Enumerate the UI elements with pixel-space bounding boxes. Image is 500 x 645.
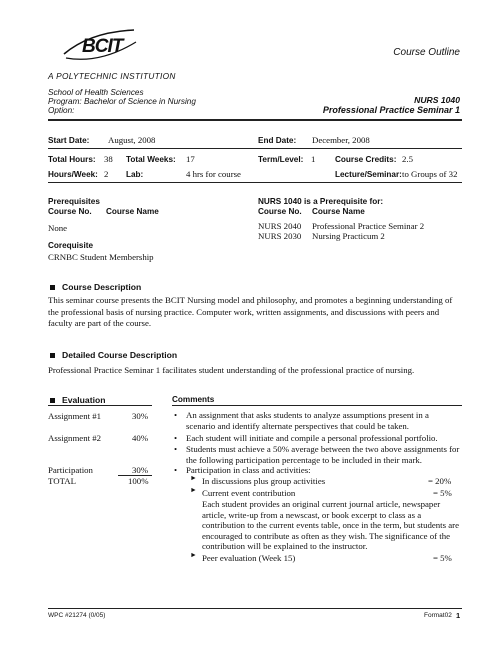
prereq-for-no-2: NURS 2030 [258,231,302,241]
course-description-text: This seminar course presents the BCIT Nursing model and philosophy, and promotes a beginning understanding of the professional basis of nursing practice. Computer work, written assignments, and discussions with peers and faculty are part of the course. [48,295,453,328]
document-type: Course Outline [393,47,460,58]
prereq-for-no-1: NURS 2040 [258,221,302,231]
sub-item-label: In discussions plus group activities [202,476,326,486]
prerequisites-title: Prerequisites [48,197,100,206]
term-value: 1 [311,154,316,164]
sub-item-pct: = 5% [433,553,452,563]
sub-item-label: Peer evaluation (Week 15) [202,553,296,563]
comment-bullet-icon: • [174,444,178,454]
lab-label: Lab: [126,170,144,179]
total-hours-value: 38 [104,154,113,164]
total-hours-label: Total Hours: [48,155,96,164]
course-title: Professional Practice Seminar 1 [322,105,460,115]
start-date-value: August, 2008 [108,135,156,145]
corequisite-title: Corequisite [48,241,94,250]
prereq-for-col-no: Course No. [258,207,302,216]
course-code: NURS 1040 [414,95,460,105]
comment-item: Each student will initiate and compile a personal professional portfolio. [186,433,438,443]
detailed-description-title: Detailed Course Description [62,350,178,360]
term-label: Term/Level: [258,155,304,164]
sub-item-pct: = 20% [428,476,452,486]
option-label: Option: [48,106,75,115]
program-name: Program: Bachelor of Science in Nursing [48,97,196,106]
sub-item-note: Each student provides an original current journal article, newspaper article, write-up from a newscast, or book excerpt to class as a contribution to the current events table, once in the term, but students are encouraged to contribute as often as they wish. The significance of the contribution will be explained to the instructor. [202,499,459,552]
arrow-bullet-icon: ► [190,475,197,482]
evaluation-title: Evaluation [62,395,106,405]
comment-bullet-icon: • [174,410,178,420]
prereq-for-name-2: Nursing Practicum 2 [312,231,385,241]
credits-value: 2.5 [402,154,413,164]
comment-bullet-icon: • [174,465,178,475]
details-bottom-rule [48,182,462,183]
details-rule [48,148,462,149]
footer-rule [48,608,462,609]
comment-item: An assignment that asks students to analyze assumptions present in a scenario and identify alternate perspectives that could be taken. [186,410,429,431]
eval-total-label: TOTAL [48,476,76,486]
eval-row-label: Assignment #1 [48,411,102,421]
hours-week-value: 2 [104,169,109,179]
total-weeks-label: Total Weeks: [126,155,176,164]
eval-row-label: Assignment #2 [48,433,102,443]
eval-row-pct: 40% [132,433,149,443]
lecture-label: Lecture/Seminar: [335,170,402,179]
sub-item-label: Current event contribution [202,488,296,498]
eval-total-pct: 100% [128,476,149,486]
eval-row-pct: 30% [132,465,149,475]
prereq-for-col-name: Course Name [312,207,365,216]
course-description-title: Course Description [62,282,142,292]
comment-item: Students must achieve a 50% average between the two above assignments for the following participation percentage to be included in their mark. [186,444,460,465]
tagline: A POLYTECHNIC INSTITUTION [48,71,176,81]
header-rule [48,119,462,121]
footer-left: WPC #21274 (0/05) [48,612,106,619]
comments-rule [172,405,462,406]
total-weeks-value: 17 [186,154,195,164]
prereq-for-title: NURS 1040 is a Prerequisite for: [258,197,384,206]
section-bullet-icon [50,353,55,358]
arrow-bullet-icon: ► [190,552,197,559]
lab-value: 4 hrs for course [186,169,241,179]
hours-week-label: Hours/Week: [48,170,98,179]
prereq-value: None [48,223,68,233]
sub-item-pct: = 5% [433,488,452,498]
comment-item: Participation in class and activities: [186,465,311,475]
detailed-description-text: Professional Practice Seminar 1 facilitates student understanding of the professional practice of nursing. [48,365,415,375]
end-date-value: December, 2008 [312,135,370,145]
comments-title: Comments [172,395,215,404]
arrow-bullet-icon: ► [190,487,197,494]
prereq-col-no: Course No. [48,207,92,216]
school-name: School of Health Sciences [48,88,144,97]
eval-row-label: Participation [48,465,93,475]
lecture-value: to Groups of 32 [402,169,458,179]
corequisite-value: CRNBC Student Membership [48,252,154,262]
start-date-label: Start Date: [48,136,90,145]
section-bullet-icon [50,285,55,290]
logo-text: BCIT [82,36,123,57]
section-bullet-icon [50,398,55,403]
eval-row-pct: 30% [132,411,149,421]
logo [60,24,140,68]
prereq-for-name-1: Professional Practice Seminar 2 [312,221,425,231]
page-number: 1 [456,611,461,620]
comment-bullet-icon: • [174,433,178,443]
footer-format: Format02 [424,612,452,619]
prereq-col-name: Course Name [106,207,159,216]
evaluation-rule [48,405,152,406]
credits-label: Course Credits: [335,155,397,164]
end-date-label: End Date: [258,136,297,145]
